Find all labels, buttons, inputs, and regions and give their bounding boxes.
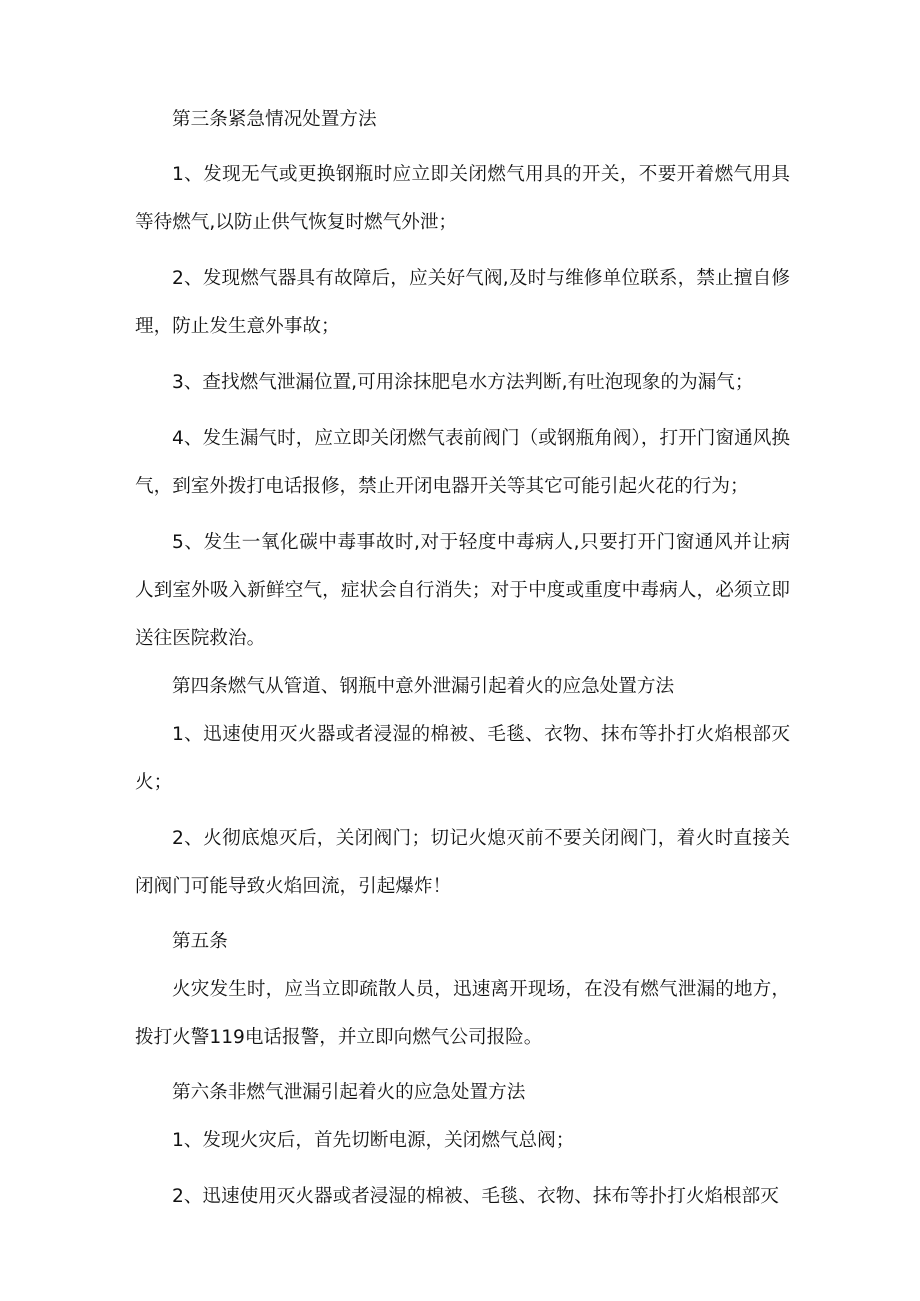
paragraph-3-1: 1、发现无气或更换钢瓶时应立即关闭燃气用具的开关，不要开着燃气用具等待燃气,以防止供气恢复时燃气外泄；	[135, 164, 790, 233]
section-heading-3: 第三条紧急情况处置方法	[172, 109, 377, 130]
paragraph-3-3: 3、查找燃气泄漏位置,可用涂抹肥皂水方法判断,有吐泡现象的为漏气；	[172, 372, 754, 393]
section-heading-5: 第五条	[172, 931, 228, 952]
paragraph-3-2: 2、发现燃气器具有故障后，应关好气阀,及时与维修单位联系，禁止擅自修理，防止发生意外事故；	[135, 268, 790, 337]
paragraph-5-1: 火灾发生时，应当立即疏散人员，迅速离开现场，在没有燃气泄漏的地方，拨打火警119电话报警，并立即向燃气公司报险。	[135, 979, 790, 1048]
paragraph-3-4: 4、发生漏气时，应立即关闭燃气表前阀门（或钢瓶角阀），打开门窗通风换气，到室外拨打电话报修，禁止开闭电器开关等其它可能引起火花的行为；	[135, 428, 790, 497]
section-heading-4: 第四条燃气从管道、钢瓶中意外泄漏引起着火的应急处置方法	[172, 676, 675, 697]
paragraph-6-1: 1、发现火灾后，首先切断电源，关闭燃气总阀；	[172, 1130, 575, 1151]
paragraph-6-2: 2、迅速使用灭火器或者浸湿的棉被、毛毯、衣物、抹布等扑打火焰根部灭	[172, 1186, 779, 1207]
paragraph-4-2: 2、火彻底熄灭后，关闭阀门；切记火熄灭前不要关闭阀门，着火时直接关闭阀门可能导致火焰回流，引起爆炸！	[135, 828, 790, 897]
section-heading-6: 第六条非燃气泄漏引起着火的应急处置方法	[172, 1082, 526, 1103]
document-body	[135, 96, 790, 1221]
paragraph-4-1: 1、迅速使用灭火器或者浸湿的棉被、毛毯、衣物、抹布等扑打火焰根部灭火；	[135, 724, 790, 793]
paragraph-3-5: 5、发生一氧化碳中毒事故时,对于轻度中毒病人,只要打开门窗通风并让病人到室外吸入新鲜空气，症状会自行消失；对于中度或重度中毒病人，必须立即送往医院救治。	[135, 532, 790, 649]
